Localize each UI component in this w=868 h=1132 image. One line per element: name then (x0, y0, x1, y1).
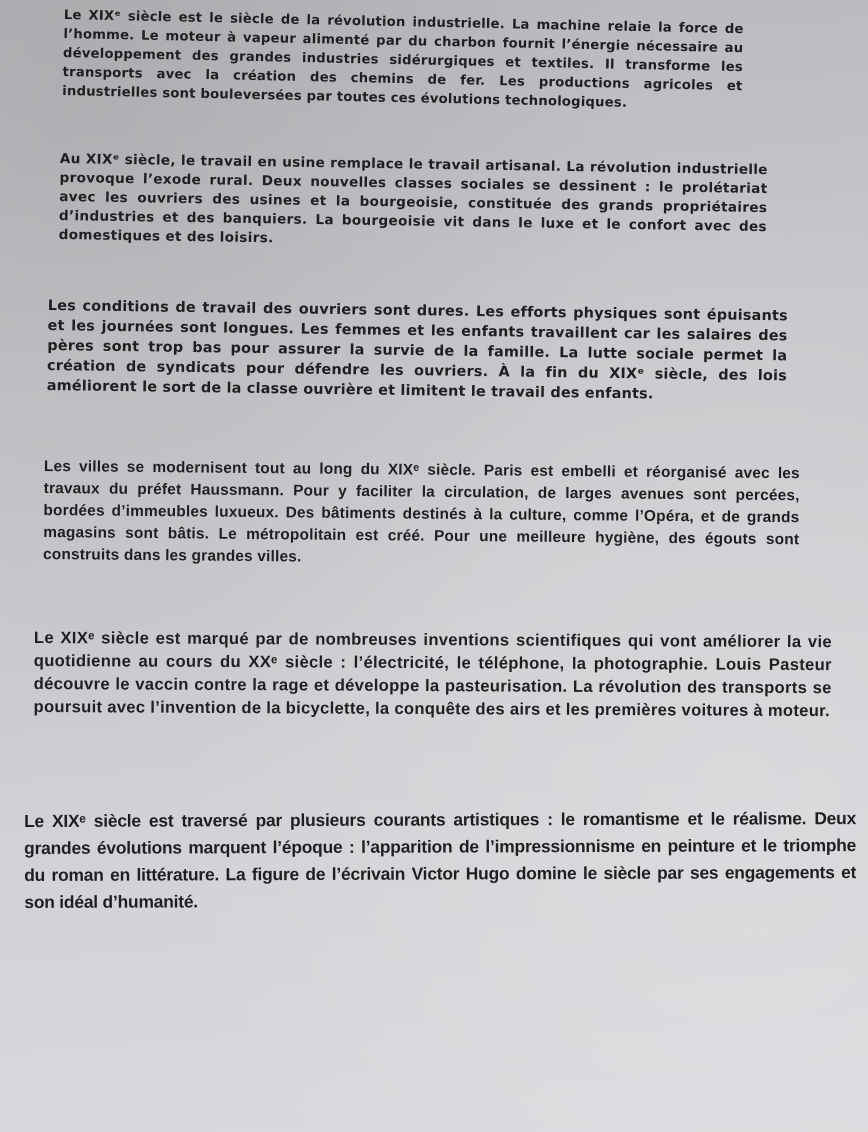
paragraph-artistic-movements: Le XIXᵉ siècle est traversé par plusieurs courants artistiques : le romantisme et le réalisme. Deux grandes évolutions marquent l’époque : l’apparition de l’impressionnisme en peinture et le triomphe du roman en littérature. La figure de l’écrivain Victor Hugo domine le siècle par ses engagements et son idéal d’humanité. (24, 808, 857, 912)
paragraph-industrial-revolution: Le XIXᵉ siècle est le siècle de la révolution industrielle. La machine relaie la force de l’homme. Le moteur à vapeur alimenté par du charbon fournit l’énergie nécessaire au développement des grandes industries sidérurgiques et textiles. Il transforme les transports avec la création des chemins de fer. Les productions agricoles et industrielles sont bouleversées par toutes ces évolutions technologiques. (62, 7, 744, 111)
paragraph-scientific-inventions: Le XIXᵉ siècle est marqué par de nombreuses inventions scientifiques qui vont améliorer la vie quotidienne au cours du XXᵉ siècle : l’électricité, le téléphone, la photographie. Louis Pasteur découvre le vaccin contre la rage et développe la pasteurisation. La révolution des transports se poursuit avec l’invention de la bicyclette, la conquête des airs et les premières voitures à moteur. (33, 628, 832, 721)
paragraph-working-conditions: Les conditions de travail des ouvriers sont dures. Les efforts physiques sont épuisants et les journées sont longues. Les femmes et les enfants travaillent car les salaires des pères sont trop bas pour assurer la survie de la famille. La lutte sociale permet la création de syndicats pour défendre les ouvriers. À la fin du XIXᵉ siècle, des lois améliorent le sort de la classe ouvrière et limitent le travail des enfants. (46, 297, 788, 403)
paragraph-social-classes: Au XIXᵉ siècle, le travail en usine remplace le travail artisanal. La révolution industrielle provoque l’exode rural. Deux nouvelles classes sociales se dessinent : le prolétariat avec les ouvriers des usines et la bourgeoisie, constituée des grands propriétaires d’industries et des banquiers. La bourgeoisie vit dans le luxe et le confort avec des domestiques et des loisirs. (58, 150, 768, 247)
paragraph-modern-cities: Les villes se modernisent tout au long du XIXᵉ siècle. Paris est embelli et réorganisé avec les travaux du préfet Haussmann. Pour y faciliter la circulation, de larges avenues sont percées, bordées d’immeubles luxueux. Des bâtiments destinés à la culture, comme l’Opéra, et de grands magasins sont bâtis. Le métropolitain est créé. Pour une meilleure hygiène, des égouts sont construits dans les grandes villes. (42, 457, 800, 566)
